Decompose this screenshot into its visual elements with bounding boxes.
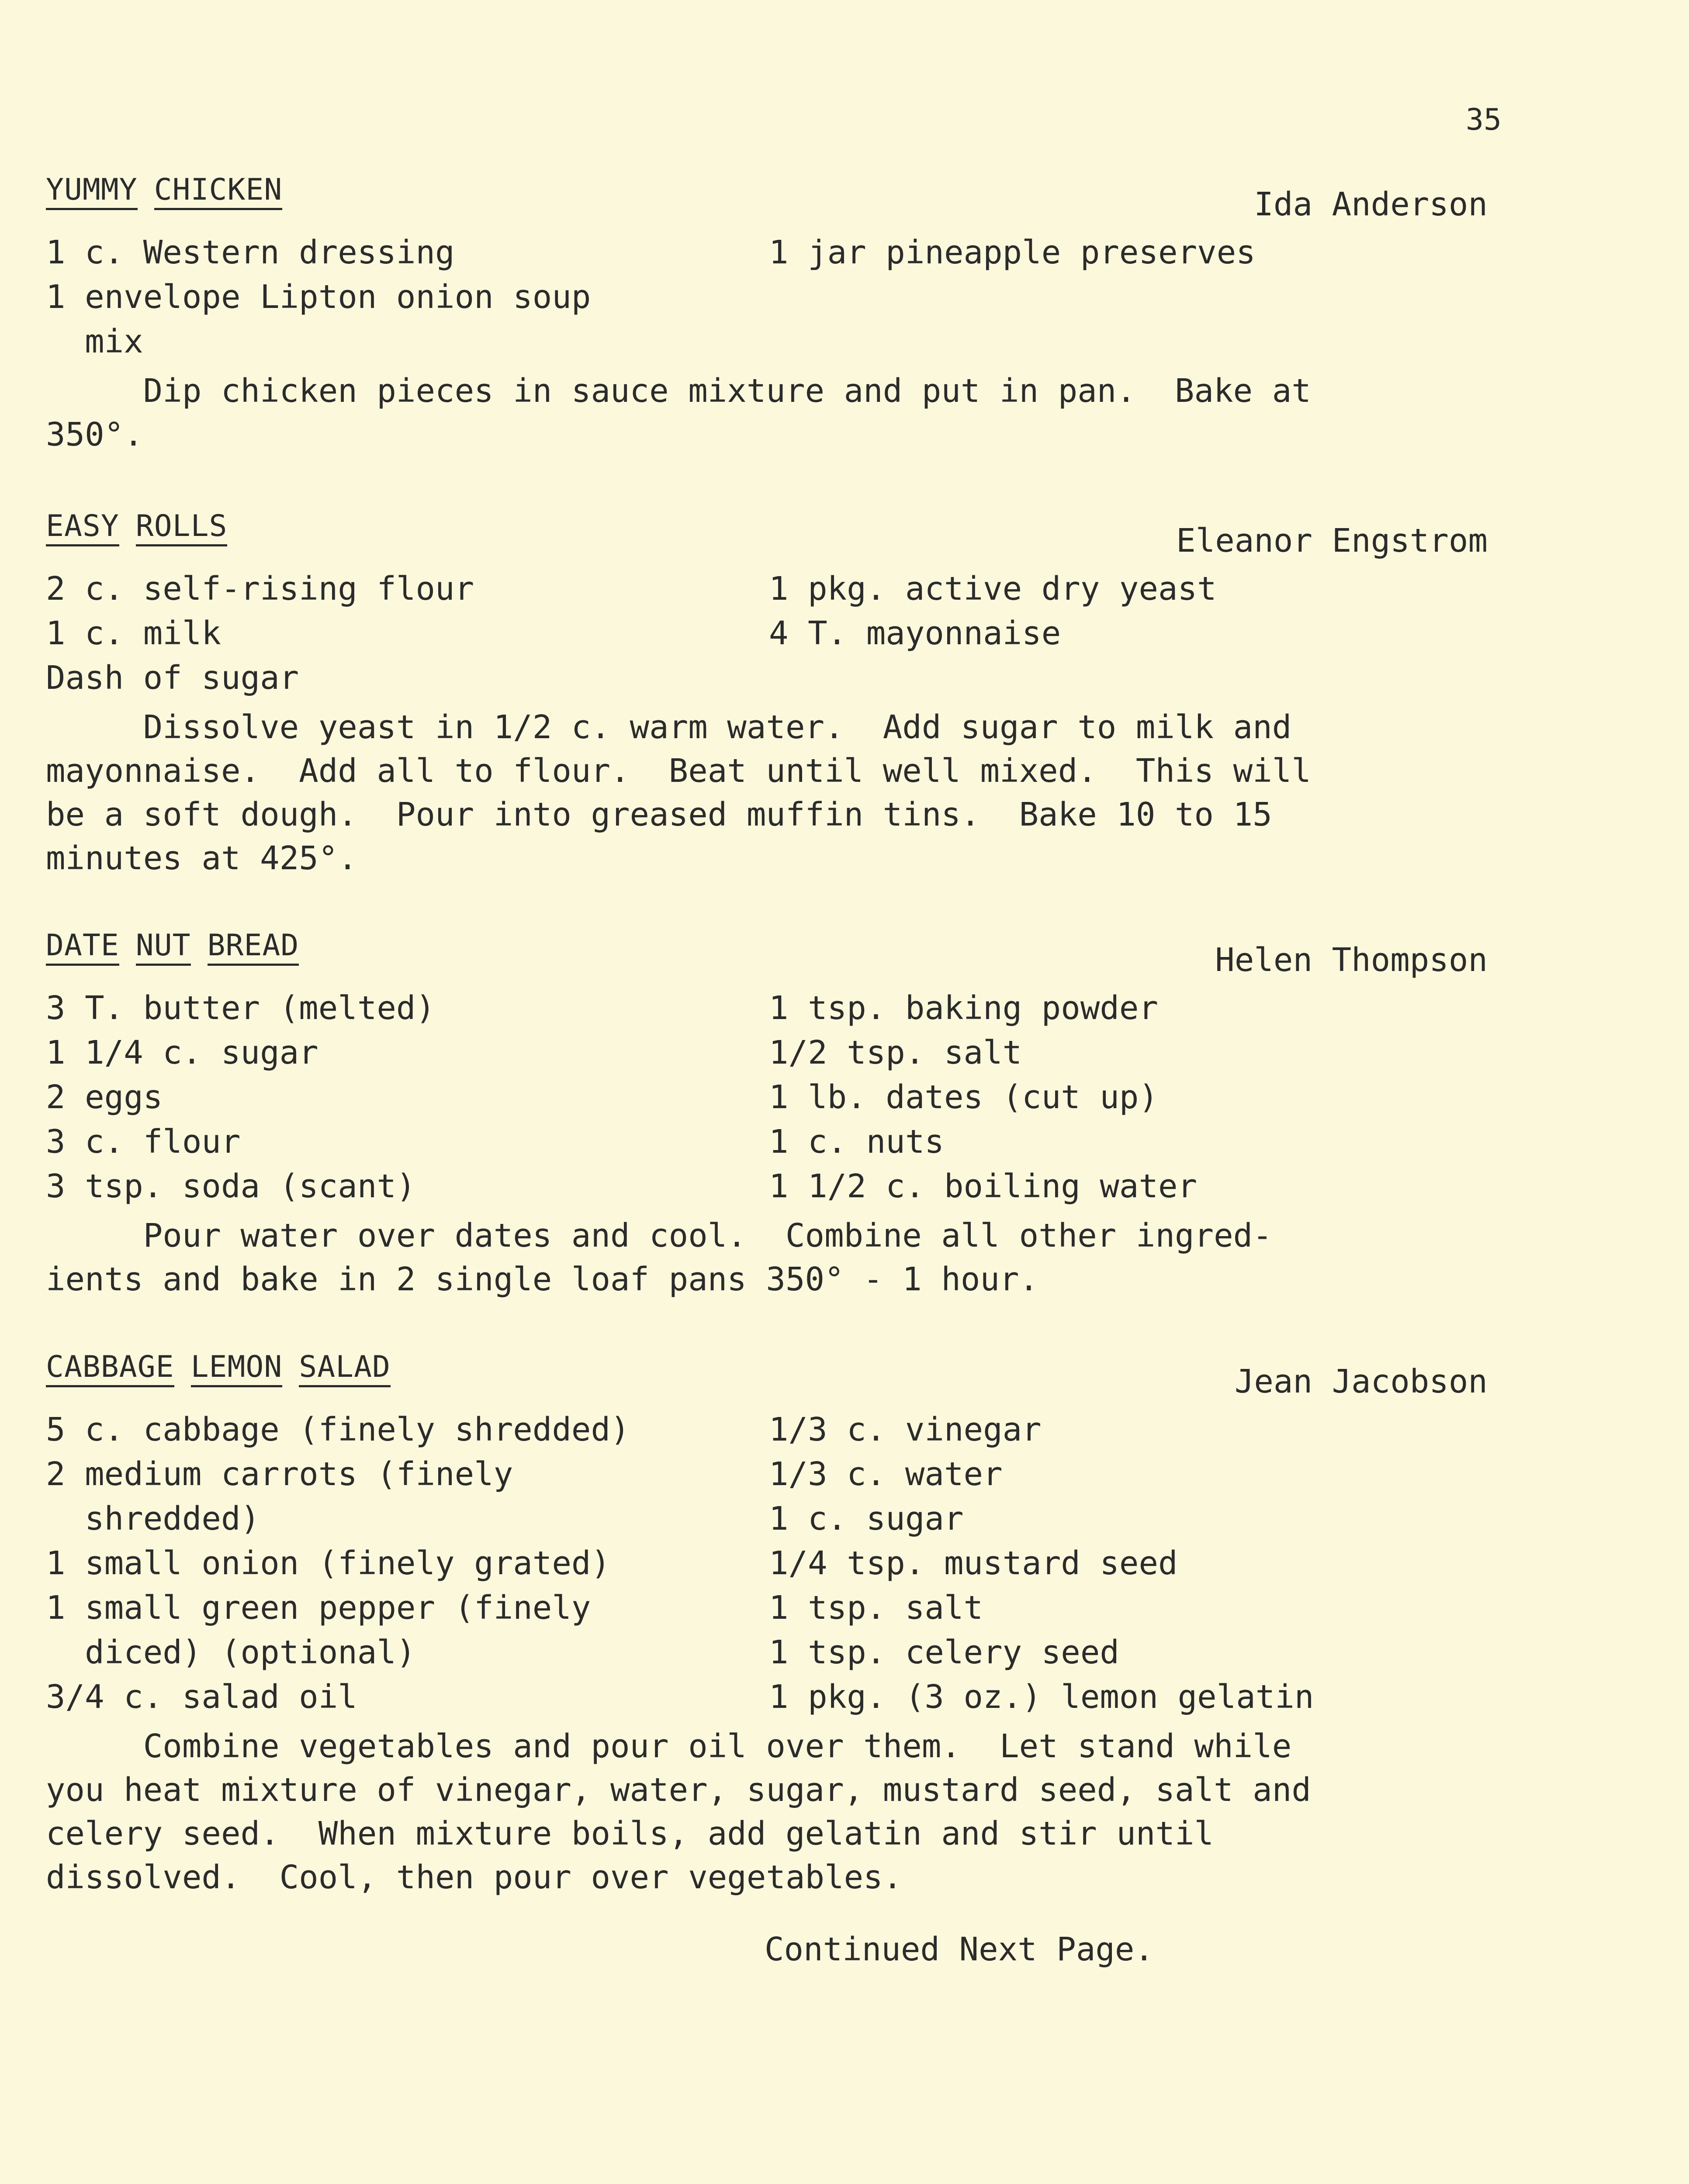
- ingredient-left: 3 c. flour: [46, 1123, 241, 1161]
- ingredient-left: 5 c. cabbage (finely shredded): [46, 1411, 630, 1448]
- recipe-title: [46, 509, 244, 543]
- ingredient-right: 1 c. sugar: [769, 1500, 964, 1538]
- page-number: 35: [1466, 103, 1502, 137]
- ingredient-left: diced) (optional): [46, 1634, 416, 1671]
- ingredient-list: [46, 570, 1488, 704]
- recipe-title-word: CABBAGE: [46, 1350, 174, 1387]
- ingredient-list: [46, 234, 1488, 367]
- recipe-title-word: CHICKEN: [154, 173, 283, 210]
- ingredient-list: [46, 1411, 1488, 1723]
- ingredient-left: 1 small green pepper (finely: [46, 1589, 591, 1627]
- ingredient-row: [46, 1634, 1488, 1678]
- ingredient-row: [46, 570, 1488, 615]
- recipe-directions: Pour water over dates and cool. Combine all other ingred- ients and bake in 2 single loaf pans 350° - 1 hour.: [46, 1217, 1272, 1298]
- recipe-block: [46, 509, 1488, 880]
- ingredient-left: mix: [46, 323, 143, 360]
- ingredient-left: 1 envelope Lipton onion soup: [46, 278, 591, 316]
- ingredient-right: 1 pkg. active dry yeast: [769, 570, 1217, 608]
- ingredient-left: 1 small onion (finely grated): [46, 1545, 611, 1582]
- ingredient-right: 1 1/2 c. boiling water: [769, 1168, 1198, 1205]
- ingredient-row: [46, 1123, 1488, 1168]
- ingredient-left: 2 medium carrots (finely: [46, 1455, 513, 1493]
- ingredient-left: 2 c. self-rising flour: [46, 570, 474, 608]
- ingredient-row: [46, 1034, 1488, 1078]
- recipe-block: [46, 1350, 1488, 1899]
- ingredient-left: Dash of sugar: [46, 659, 299, 697]
- ingredient-left: 3/4 c. salad oil: [46, 1678, 357, 1716]
- ingredient-right: 1/2 tsp. salt: [769, 1034, 1022, 1071]
- recipe-title-word: ROLLS: [136, 509, 228, 546]
- ingredient-row: [46, 1168, 1488, 1212]
- ingredient-row: [46, 615, 1488, 659]
- ingredient-row: [46, 1500, 1488, 1545]
- ingredient-left: 3 tsp. soda (scant): [46, 1168, 416, 1205]
- ingredient-row: [46, 1678, 1488, 1723]
- ingredient-right: 1 tsp. salt: [769, 1589, 983, 1627]
- recipe-title: [46, 1350, 407, 1384]
- recipe-title-word: NUT: [136, 928, 191, 966]
- recipe-directions: Combine vegetables and pour oil over them. Let stand while you heat mixture of vinegar, water, sugar, mustard seed, salt and celery seed. When mixture boils, add gelatin and stir until dissolved. Cool, then pour over vegetables.: [46, 1728, 1311, 1896]
- recipe-title-word: YUMMY: [46, 173, 138, 210]
- ingredient-right: 1/3 c. water: [769, 1455, 1003, 1493]
- recipe-author: Jean Jacobson: [1234, 1363, 1488, 1400]
- recipe-title: [46, 928, 315, 963]
- recipe-author: Ida Anderson: [1254, 186, 1488, 223]
- recipe-header: [46, 173, 1488, 223]
- recipe-title-word: LEMON: [191, 1350, 283, 1387]
- recipe-block: [46, 928, 1488, 1301]
- recipe-header: [46, 928, 1488, 979]
- ingredient-list: [46, 989, 1488, 1212]
- ingredient-right: 1 tsp. baking powder: [769, 989, 1159, 1027]
- ingredient-row: [46, 1589, 1488, 1634]
- recipe-title-word: BREAD: [208, 928, 299, 966]
- recipe-header: [46, 509, 1488, 560]
- ingredient-right: 1 c. nuts: [769, 1123, 944, 1161]
- recipe-title-word: DATE: [46, 928, 119, 966]
- ingredient-right: 1 lb. dates (cut up): [769, 1078, 1159, 1116]
- recipe-title-word: SALAD: [299, 1350, 391, 1387]
- ingredient-row: [46, 1411, 1488, 1455]
- recipe-header: [46, 1350, 1488, 1400]
- ingredient-right: 4 T. mayonnaise: [769, 615, 1061, 652]
- ingredient-right: 1 pkg. (3 oz.) lemon gelatin: [769, 1678, 1314, 1716]
- ingredient-row: [46, 323, 1488, 367]
- recipe-title: [46, 173, 299, 207]
- recipe-directions: Dip chicken pieces in sauce mixture and put in pan. Bake at 350°.: [46, 372, 1311, 453]
- ingredient-left: 3 T. butter (melted): [46, 989, 436, 1027]
- recipe-title-word: EASY: [46, 509, 119, 546]
- ingredient-left: shredded): [46, 1500, 260, 1538]
- ingredient-right: 1 jar pineapple preserves: [769, 234, 1256, 271]
- ingredient-left: 1 c. Western dressing: [46, 234, 455, 271]
- recipe-author: Helen Thompson: [1215, 941, 1488, 979]
- ingredient-left: 1 1/4 c. sugar: [46, 1034, 318, 1071]
- recipe-author: Eleanor Engstrom: [1176, 522, 1488, 560]
- ingredient-right: 1/4 tsp. mustard seed: [769, 1545, 1178, 1582]
- ingredient-row: [46, 989, 1488, 1034]
- ingredient-row: [46, 1078, 1488, 1123]
- continued-note: Continued Next Page.: [765, 1931, 1154, 1968]
- ingredient-left: 2 eggs: [46, 1078, 163, 1116]
- ingredient-left: 1 c. milk: [46, 615, 221, 652]
- recipe-directions: Dissolve yeast in 1/2 c. warm water. Add sugar to milk and mayonnaise. Add all to flour. Beat until well mixed. This will be a soft dough. Pour into greased muffin tins. Bake 10 to 15 minutes at 425°.: [46, 708, 1311, 877]
- recipe-block: [46, 173, 1488, 456]
- ingredient-row: [46, 278, 1488, 323]
- ingredient-row: [46, 234, 1488, 278]
- ingredient-right: 1 tsp. celery seed: [769, 1634, 1119, 1671]
- ingredient-row: [46, 1455, 1488, 1500]
- ingredient-row: [46, 1545, 1488, 1589]
- ingredient-row: [46, 659, 1488, 704]
- ingredient-right: 1/3 c. vinegar: [769, 1411, 1042, 1448]
